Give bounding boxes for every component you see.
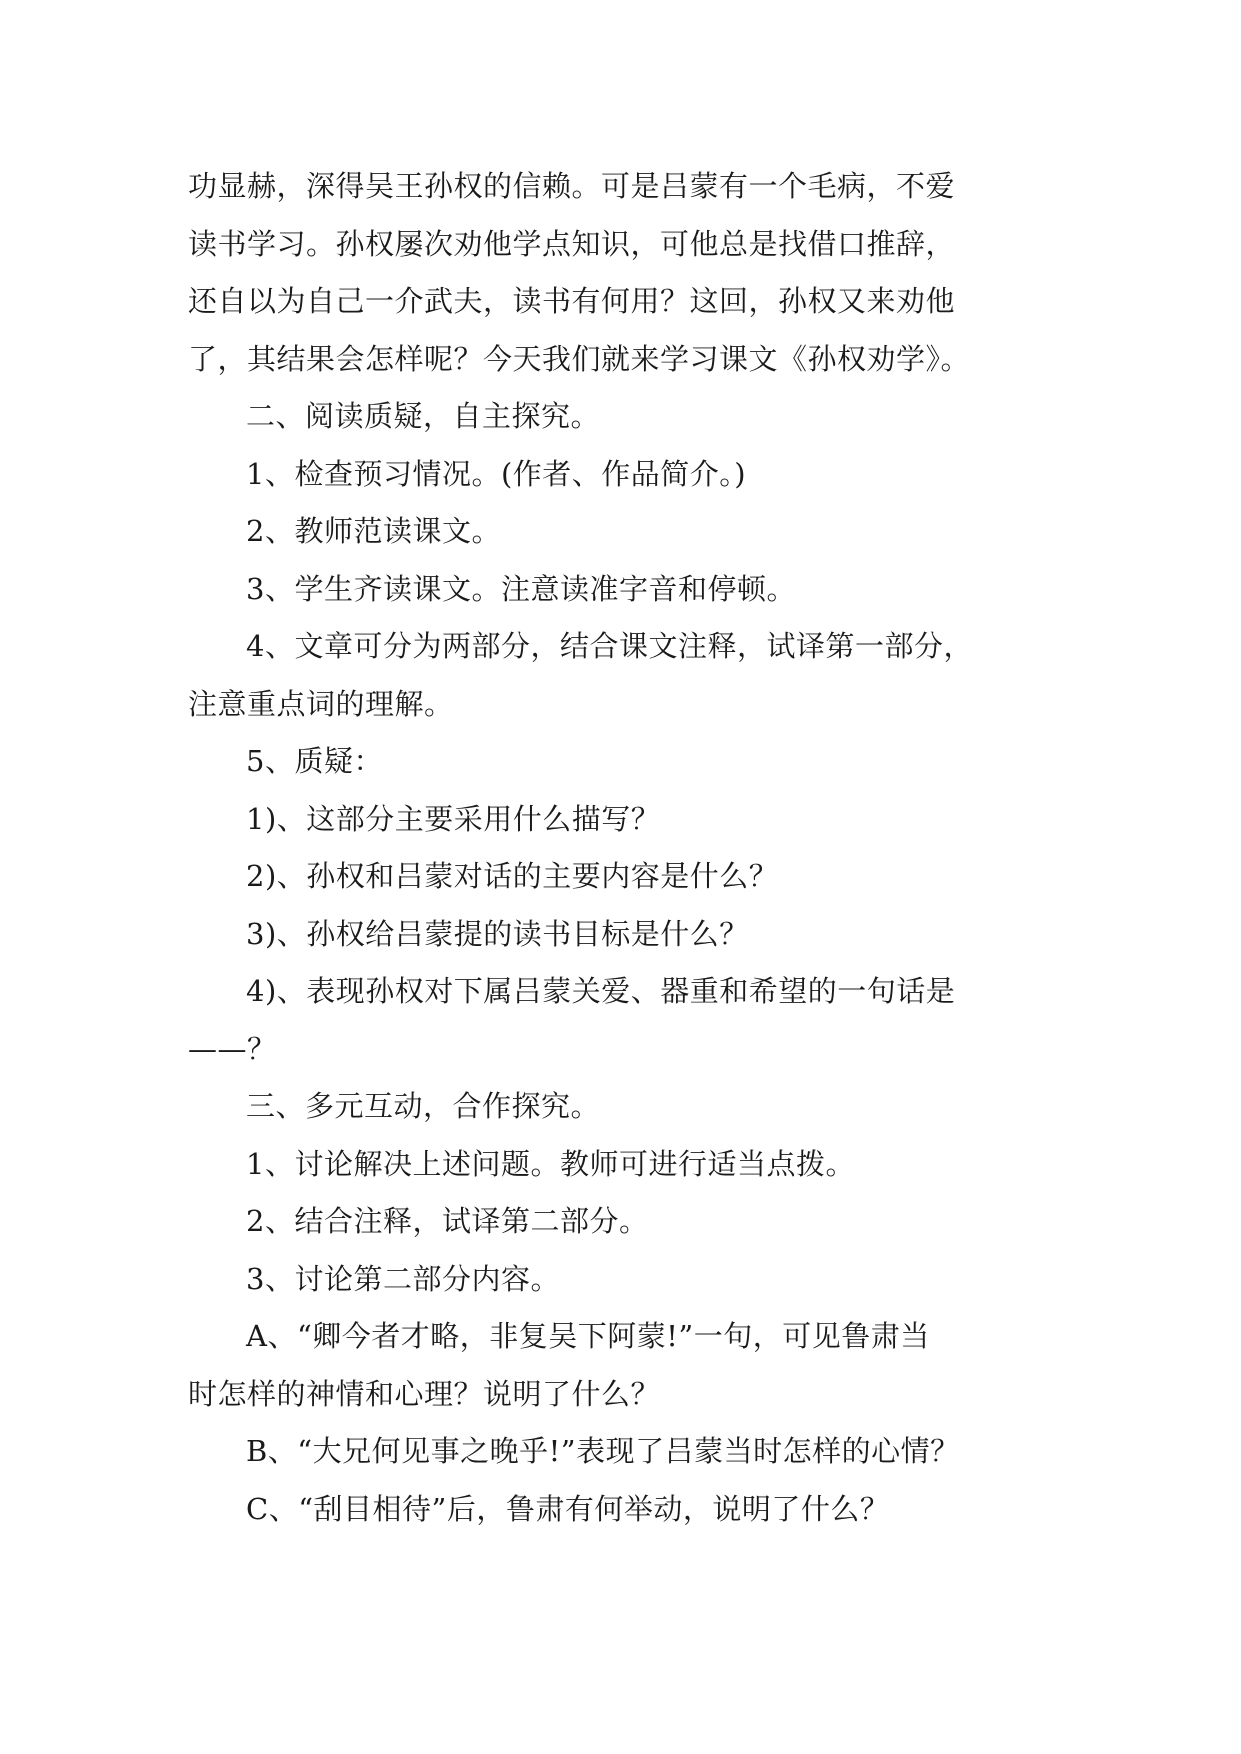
text-line: 了，其结果会怎样呢？今天我们就来学习课文《孙权劝学》。 xyxy=(188,341,971,376)
list-item xyxy=(188,561,1068,619)
text-line: 1)、这部分主要采用什么描写？ xyxy=(246,801,661,836)
text-line: 1、讨论解决上述问题。教师可进行适当点拨。 xyxy=(246,1146,855,1181)
text-line: 2、结合注释，试译第二部分。 xyxy=(246,1204,649,1238)
text-line: 3、讨论第二部分内容。 xyxy=(246,1261,560,1296)
text-line: 3)、孙权给吕蒙提的读书目标是什么？ xyxy=(246,916,749,951)
list-item xyxy=(188,618,1068,733)
sub-list-item xyxy=(188,906,1068,964)
sub-list-item xyxy=(188,1481,1068,1539)
text-line: 5、质疑： xyxy=(246,744,383,778)
document-page xyxy=(188,158,1068,1538)
list-item xyxy=(188,1193,1068,1251)
text-line: 2、教师范读课文。 xyxy=(246,514,501,548)
text-line: 二、阅读质疑，自主探究。 xyxy=(246,399,601,433)
paragraph xyxy=(188,158,1068,388)
text-line: 三、多元互动，合作探究。 xyxy=(246,1089,601,1123)
text-line: 1、检查预习情况。(作者、作品简介。) xyxy=(246,456,747,491)
section-heading xyxy=(188,1078,1068,1136)
sub-list-item xyxy=(188,1423,1068,1481)
list-item xyxy=(188,503,1068,561)
list-item xyxy=(188,733,1068,791)
text-line: 2)、孙权和吕蒙对话的主要内容是什么？ xyxy=(246,859,779,893)
sub-list-item xyxy=(188,1308,1068,1423)
text-line: 时怎样的神情和心理？说明了什么？ xyxy=(188,1376,661,1411)
text-line: 读书学习。孙权屡次劝他学点知识，可他总是找借口推辞， xyxy=(188,226,956,261)
text-line: 4、文章可分为两部分，结合课文注释，试译第一部分， xyxy=(246,629,973,663)
text-line: A、“卿今者才略，非复吴下阿蒙!”一句，可见鲁肃当 xyxy=(246,1319,930,1353)
text-line: 4)、表现孙权对下属吕蒙关爱、器重和希望的一句话是 xyxy=(246,974,956,1008)
sub-list-item xyxy=(188,848,1068,906)
text-line: C、“刮目相待”后，鲁肃有何举动，说明了什么？ xyxy=(246,1491,890,1526)
text-line: ——？ xyxy=(188,1031,277,1066)
list-item xyxy=(188,1251,1068,1309)
text-line: 还自以为自己一介武夫，读书有何用？这回，孙权又来劝他 xyxy=(188,284,956,318)
list-item xyxy=(188,446,1068,504)
section-heading xyxy=(188,388,1068,446)
text-line: 3、学生齐读课文。注意读准字音和停顿。 xyxy=(246,571,796,606)
text-line: 功显赫，深得吴王孙权的信赖。可是吕蒙有一个毛病，不爱 xyxy=(188,169,956,203)
sub-list-item xyxy=(188,791,1068,849)
list-item xyxy=(188,1136,1068,1194)
text-line: 注意重点词的理解。 xyxy=(188,686,454,721)
sub-list-item xyxy=(188,963,1068,1078)
text-line: B、“大兄何见事之晚乎!”表现了吕蒙当时怎样的心情？ xyxy=(246,1434,960,1468)
